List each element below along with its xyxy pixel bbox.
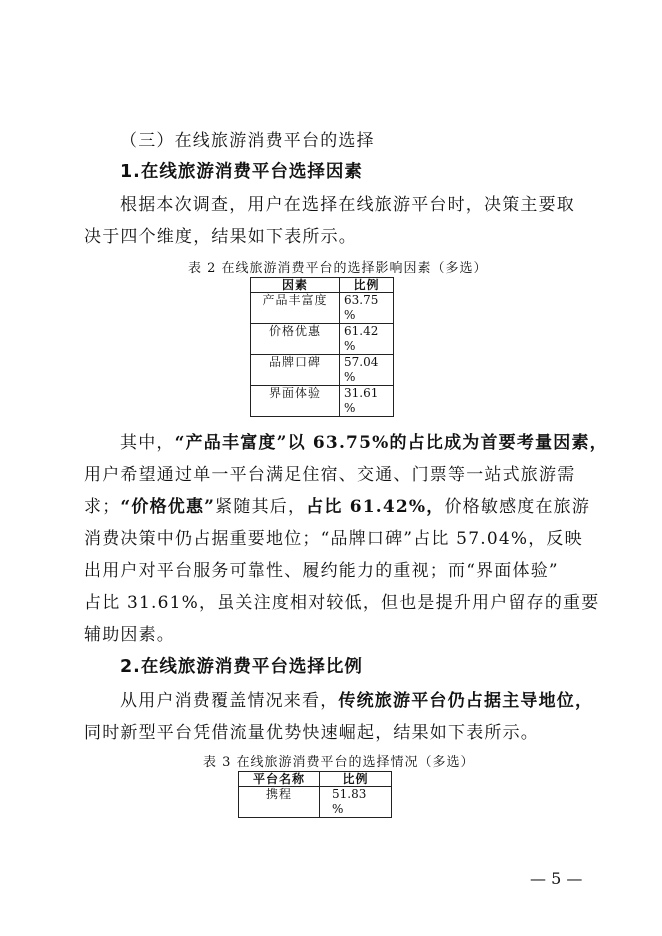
platforms-table <box>238 771 392 818</box>
table-header-row <box>239 772 392 787</box>
factor-ratio <box>340 293 394 324</box>
ratio-unit: % <box>344 370 356 384</box>
analysis-emphasis: “价格优惠” <box>120 497 216 517</box>
analysis-line-7: 辅助因素。 <box>84 625 175 645</box>
analysis-line-3 <box>84 492 590 517</box>
analysis-line-5: 出用户对平台服务可靠性、履约能力的重视；而“界面体验” <box>84 561 559 581</box>
ratio-unit: % <box>344 339 356 353</box>
page-number: — 5 — <box>530 869 583 888</box>
intro-line-1: 根据本次调查，用户在选择在线旅游平台时，决策主要取 <box>120 195 575 215</box>
factor-name: 界面体验 <box>251 386 340 417</box>
column-header-ratio: 比例 <box>320 772 392 787</box>
analysis-line-4: 消费决策中仍占据重要地位；“品牌口碑”占比 57.04%，反映 <box>84 529 583 549</box>
sub2-line-1 <box>120 686 593 711</box>
analysis-text: 价格敏感度在旅游 <box>444 497 591 517</box>
analysis-line-1 <box>120 428 608 453</box>
analysis-emphasis: 占比 61.42%， <box>306 497 445 517</box>
column-header-ratio: 比例 <box>340 278 394 293</box>
section-title: （三）在线旅游消费平台的选择 <box>120 131 375 151</box>
subsection-heading-1: 1.在线旅游消费平台选择因素 <box>120 162 363 182</box>
table-row <box>251 293 394 324</box>
analysis-line-6: 占比 31.61%，虽关注度相对较低，但也是提升用户留存的重要 <box>84 593 600 613</box>
ratio-unit: % <box>332 802 344 816</box>
sub2-text: 从用户消费覆盖情况来看， <box>120 691 339 711</box>
ratio-value: 63.75 <box>344 293 379 307</box>
table-header-row <box>251 278 394 293</box>
analysis-text: 求； <box>84 497 121 517</box>
table-row <box>251 355 394 386</box>
platform-name: 携程 <box>239 787 320 818</box>
column-header-factor: 因素 <box>251 278 340 293</box>
ratio-unit: % <box>344 401 356 415</box>
subsection-heading-2: 2.在线旅游消费平台选择比例 <box>120 657 363 677</box>
sub2-line-2: 同时新型平台凭借流量优势快速崛起，结果如下表所示。 <box>84 723 539 743</box>
sub2-emphasis: 传统旅游平台仍占据主导地位， <box>338 691 594 711</box>
ratio-value: 51.83 <box>332 787 367 801</box>
table2-caption: 表 2 在线旅游消费平台的选择影响因素（多选） <box>188 261 488 276</box>
analysis-text: 其中， <box>120 433 175 453</box>
ratio-value: 31.61 <box>344 386 379 400</box>
factor-name: 价格优惠 <box>251 324 340 355</box>
factor-ratio <box>340 386 394 417</box>
table-row <box>251 386 394 417</box>
factor-name: 品牌口碑 <box>251 355 340 386</box>
ratio-value: 57.04 <box>344 355 379 369</box>
factor-name: 产品丰富度 <box>251 293 340 324</box>
factor-ratio <box>340 324 394 355</box>
platform-ratio <box>320 787 392 818</box>
factor-ratio <box>340 355 394 386</box>
column-header-platform: 平台名称 <box>239 772 320 787</box>
ratio-value: 61.42 <box>344 324 379 338</box>
analysis-emphasis: “产品丰富度”以 63.75%的占比成为首要考量因素， <box>174 433 608 453</box>
factors-table <box>250 277 394 417</box>
table-row <box>251 324 394 355</box>
table3-caption: 表 3 在线旅游消费平台的选择情况（多选） <box>203 755 475 770</box>
table-row <box>239 787 392 818</box>
analysis-text: 紧随其后， <box>215 497 307 517</box>
intro-line-2: 决于四个维度，结果如下表所示。 <box>84 227 357 247</box>
analysis-line-2: 用户希望通过单一平台满足住宿、交通、门票等一站式旅游需 <box>84 465 576 485</box>
ratio-unit: % <box>344 308 356 322</box>
